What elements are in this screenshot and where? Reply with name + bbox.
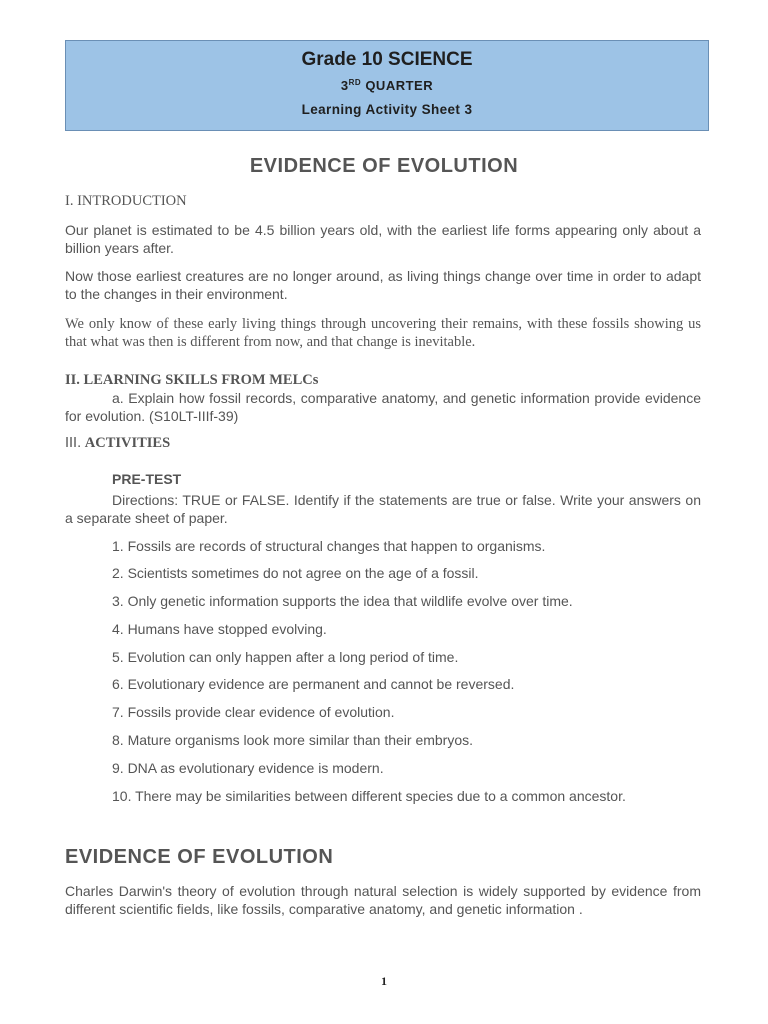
pretest-item: 8. Mature organisms look more similar than their embryos. [112, 732, 474, 748]
pretest-title: PRE-TEST [112, 471, 182, 487]
pretest-item: 2. Scientists sometimes do not agree on the age of a fossil. [112, 565, 479, 581]
pretest-item: 6. Evolutionary evidence are permanent and cannot be reversed. [112, 676, 515, 692]
page-title: EVIDENCE OF EVOLUTION [249, 155, 519, 177]
learning-skills-heading: II. LEARNING SKILLS FROM MELCs [65, 372, 319, 388]
intro-paragraph-2: Now those earliest creatures are no longer around, as living things change over time in order to adapt to the changes in their environment. [65, 268, 701, 302]
pretest-item: 4. Humans have stopped evolving. [112, 621, 327, 637]
sheet-label: Learning Activity Sheet 3 [301, 102, 473, 117]
pretest-directions: Directions: TRUE or FALSE. Identify if the statements are true or false. Write your answers on a separate sheet of paper. [65, 492, 701, 526]
pretest-item: 1. Fossils are records of structural changes that happen to organisms. [112, 538, 546, 554]
pretest-item: 9. DNA as evolutionary evidence is modern. [112, 760, 384, 776]
pretest-item: 3. Only genetic information supports the idea that wildlife evolve over time. [112, 593, 573, 609]
quarter-label [66, 78, 708, 93]
pretest-item: 10. There may be similarities between different species due to a common ancestor. [112, 788, 626, 804]
intro-paragraph-3: We only know of these early living things through uncovering their remains, with these fossils showing us that what was then is different from now, and that change is inevitable. [65, 316, 701, 350]
learning-skill-item: a. Explain how fossil records, comparative anatomy, and genetic information provide evidence for evolution. (S10LT-IIIf-39) [65, 390, 701, 424]
activities-word: ACTIVITIES [84, 435, 171, 451]
document-grade-title: Grade 10 SCIENCE [301, 49, 473, 70]
quarter-number: 3 [340, 78, 349, 93]
activities-heading [65, 435, 170, 452]
page-number: 1 [381, 974, 387, 988]
activities-numeral: III. [65, 435, 82, 451]
pretest-item: 7. Fossils provide clear evidence of evolution. [112, 704, 395, 720]
intro-paragraph-1: Our planet is estimated to be 4.5 billion years old, with the earliest life forms appearing only about a billion years after. [65, 222, 701, 256]
section-title: EVIDENCE OF EVOLUTION [65, 846, 334, 868]
section-paragraph: Charles Darwin's theory of evolution through natural selection is widely supported by evidence from different scientific fields, like fossils, comparative anatomy, and genetic information . [65, 883, 701, 917]
pretest-item: 5. Evolution can only happen after a long period of time. [112, 649, 459, 665]
introduction-heading: I. INTRODUCTION [65, 193, 187, 209]
header-box [65, 40, 709, 131]
quarter-superscript: RD [348, 78, 362, 87]
quarter-word: QUARTER [365, 78, 434, 93]
